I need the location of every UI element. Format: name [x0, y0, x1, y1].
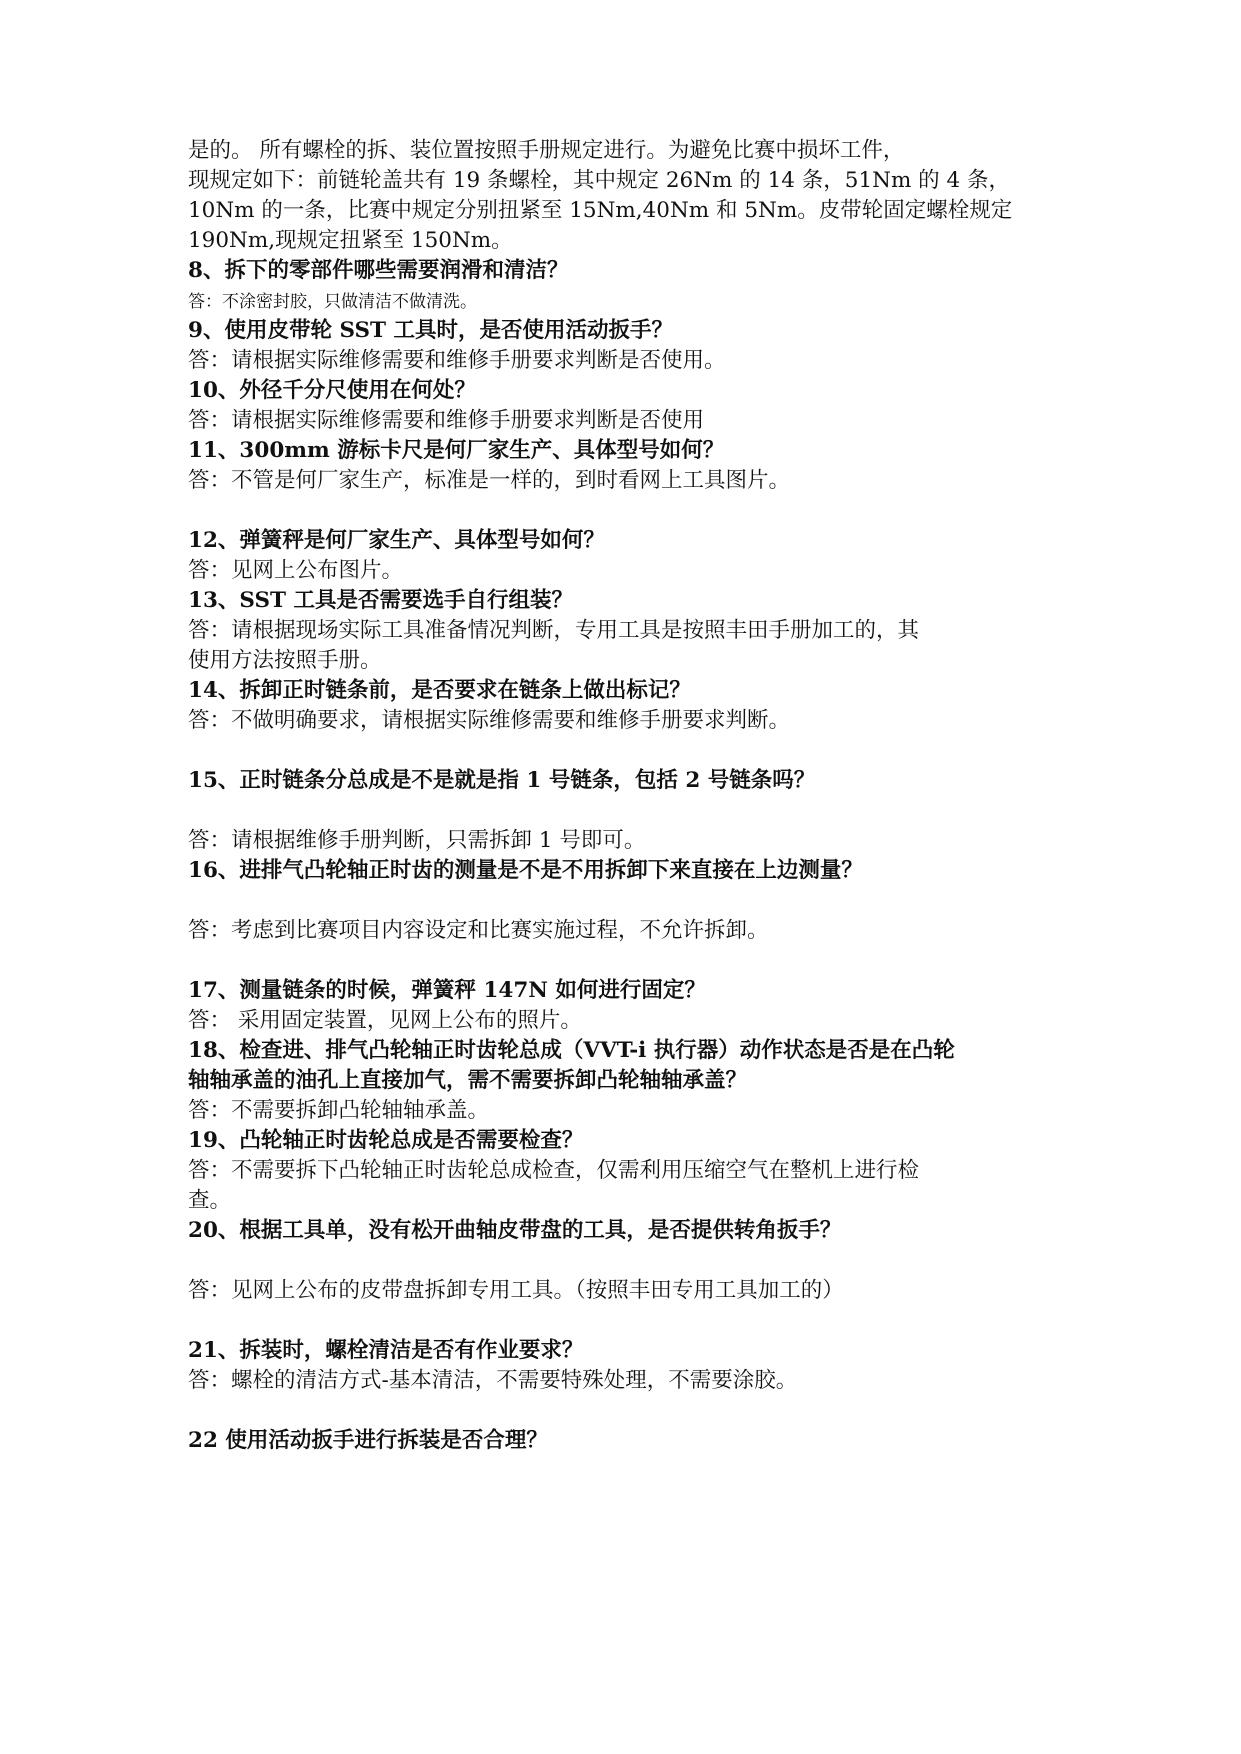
question-17: 17、测量链条的时候，弹簧秤 147N 如何进行固定？ [188, 978, 706, 1003]
answer-9: 答：请根据实际维修需要和维修手册要求判断是否使用。 [188, 348, 726, 373]
question-16: 16、进排气凸轮轴正时齿的测量是不是不用拆卸下来直接在上边测量？ [188, 858, 863, 883]
question-18: 18、检查进、排气凸轮轴正时齿轮总成（VVT-i 执行器）动作状态是否是在凸轮 [188, 1038, 955, 1063]
answer-18: 答：不需要拆卸凸轮轴轴承盖。 [188, 1098, 490, 1123]
answer-14: 答：不做明确要求，请根据实际维修需要和维修手册要求判断。 [188, 708, 791, 733]
question-21: 21、拆装时，螺栓清洁是否有作业要求？ [188, 1338, 584, 1363]
answer-13: 答：请根据现场实际工具准备情况判断，专用工具是按照丰田手册加工的，其 [188, 618, 920, 643]
question-11: 11、300mm 游标卡尺是何厂家生产、具体型号如何？ [188, 438, 725, 463]
question-20: 20、根据工具单，没有松开曲轴皮带盘的工具，是否提供转角扳手？ [188, 1218, 842, 1243]
answer-8: 答：不涂密封胶，只做清洁不做清洗。 [188, 292, 477, 312]
intro-line: 现规定如下：前链轮盖共有 19 条螺栓，其中规定 26Nm 的 14 条，51Nm 的 4 条， [188, 168, 1011, 193]
question-22: 22 使用活动扳手进行拆装是否合理？ [188, 1428, 548, 1453]
question-14: 14、拆卸正时链条前，是否要求在链条上做出标记？ [188, 678, 691, 703]
answer-12: 答：见网上公布图片。 [188, 558, 404, 583]
intro-line: 10Nm 的一条，比赛中规定分别扭紧至 15Nm,40Nm 和 5Nm。皮带轮固定螺栓规定 [188, 198, 1013, 223]
question-9: 9、使用皮带轮 SST 工具时，是否使用活动扳手？ [188, 318, 674, 343]
answer-15: 答：请根据维修手册判断，只需拆卸 1 号即可。 [188, 828, 646, 853]
answer-17: 答： 采用固定装置，见网上公布的照片。 [188, 1008, 582, 1033]
answer-20: 答：见网上公布的皮带盘拆卸专用工具。（按照丰田专用工具加工的） [188, 1278, 844, 1303]
answer-13-cont: 使用方法按照手册。 [188, 648, 382, 673]
intro-line: 190Nm,现规定扭紧至 150Nm。 [188, 228, 513, 253]
question-15: 15、正时链条分总成是不是就是指 1 号链条，包括 2 号链条吗？ [188, 768, 816, 793]
answer-16: 答：考虑到比赛项目内容设定和比赛实施过程，不允许拆卸。 [188, 918, 769, 943]
answer-11: 答：不管是何厂家生产，标准是一样的，到时看网上工具图片。 [188, 468, 791, 493]
question-19: 19、凸轮轴正时齿轮总成是否需要检查？ [188, 1128, 584, 1153]
intro-line: 是的。 所有螺栓的拆、装位置按照手册规定进行。为避免比赛中损坏工件， [188, 138, 905, 163]
question-13: 13、SST 工具是否需要选手自行组装？ [188, 588, 573, 613]
answer-10: 答：请根据实际维修需要和维修手册要求判断是否使用 [188, 408, 705, 433]
answer-19: 答：不需要拆下凸轮轴正时齿轮总成检查，仅需利用压缩空气在整机上进行检 [188, 1158, 920, 1183]
question-18-cont: 轴轴承盖的油孔上直接加气，需不需要拆卸凸轮轴轴承盖？ [188, 1068, 748, 1093]
answer-19-cont: 查。 [188, 1188, 232, 1213]
question-10: 10、外径千分尺使用在何处？ [188, 378, 476, 403]
question-8: 8、拆下的零部件哪些需要润滑和清洁？ [188, 258, 569, 283]
answer-21: 答：螺栓的清洁方式-基本清洁，不需要特殊处理，不需要涂胶。 [188, 1368, 798, 1393]
question-12: 12、弹簧秤是何厂家生产、具体型号如何？ [188, 528, 605, 553]
